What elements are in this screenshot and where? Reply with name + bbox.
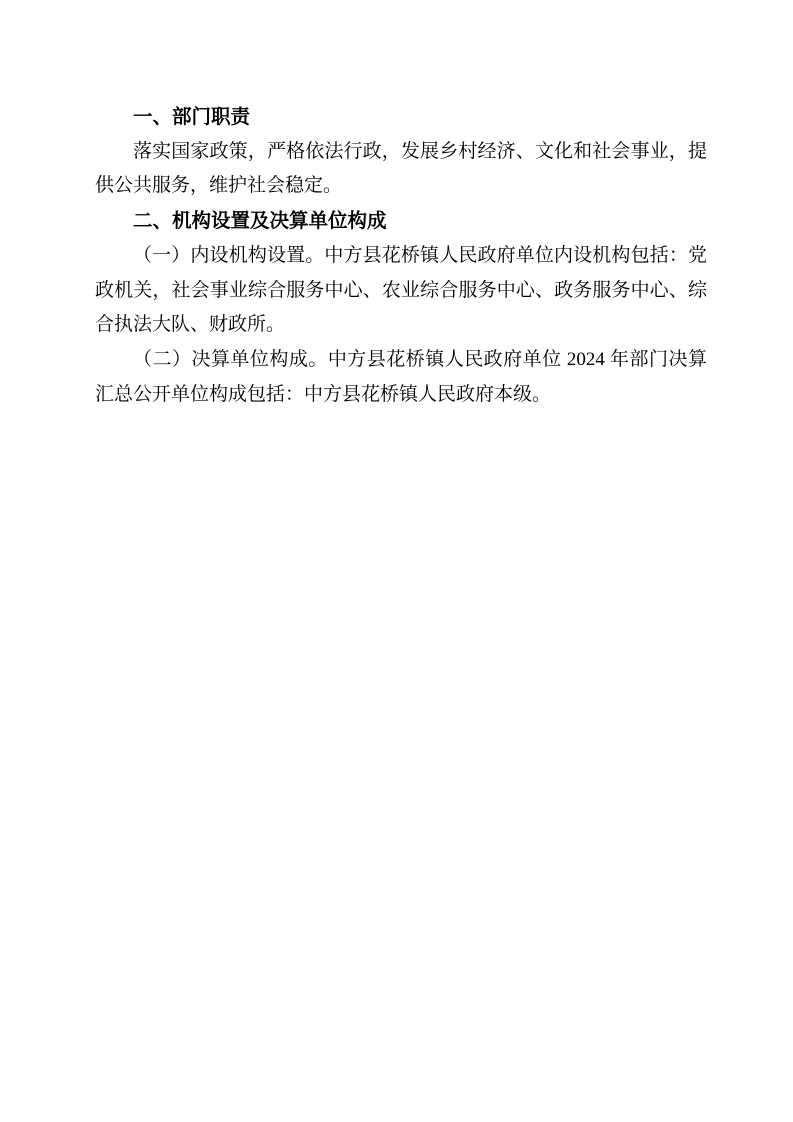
- section-1-paragraph-1-line-1: 落实国家政策，严格依法行政，发展乡村经济、文化和社会事业，提: [133, 140, 707, 162]
- section-2-paragraph-1-line-1: （一）内设机构设置。中方县花桥镇人民政府单位内设机构包括：党: [133, 244, 707, 266]
- section-2-paragraph-1-line-2: 政机关，社会事业综合服务中心、农业综合服务中心、政务服务中心、综: [95, 279, 707, 301]
- section-2-paragraph-2-line-1: （二）决算单位构成。中方县花桥镇人民政府单位 2024 年部门决算: [133, 348, 707, 370]
- document-body: [0, 0, 793, 412]
- section-2-paragraph-1-line-3: 合执法大队、财政所。: [95, 314, 286, 336]
- section-2-heading: 二、机构设置及决算单位构成: [133, 210, 387, 233]
- section-1-heading: 一、部门职责: [133, 106, 251, 128]
- section-1-paragraph-1-line-2: 供公共服务，维护社会稳定。: [95, 175, 343, 197]
- section-2-paragraph-2-line-2: 汇总公开单位构成包括：中方县花桥镇人民政府本级。: [95, 383, 552, 405]
